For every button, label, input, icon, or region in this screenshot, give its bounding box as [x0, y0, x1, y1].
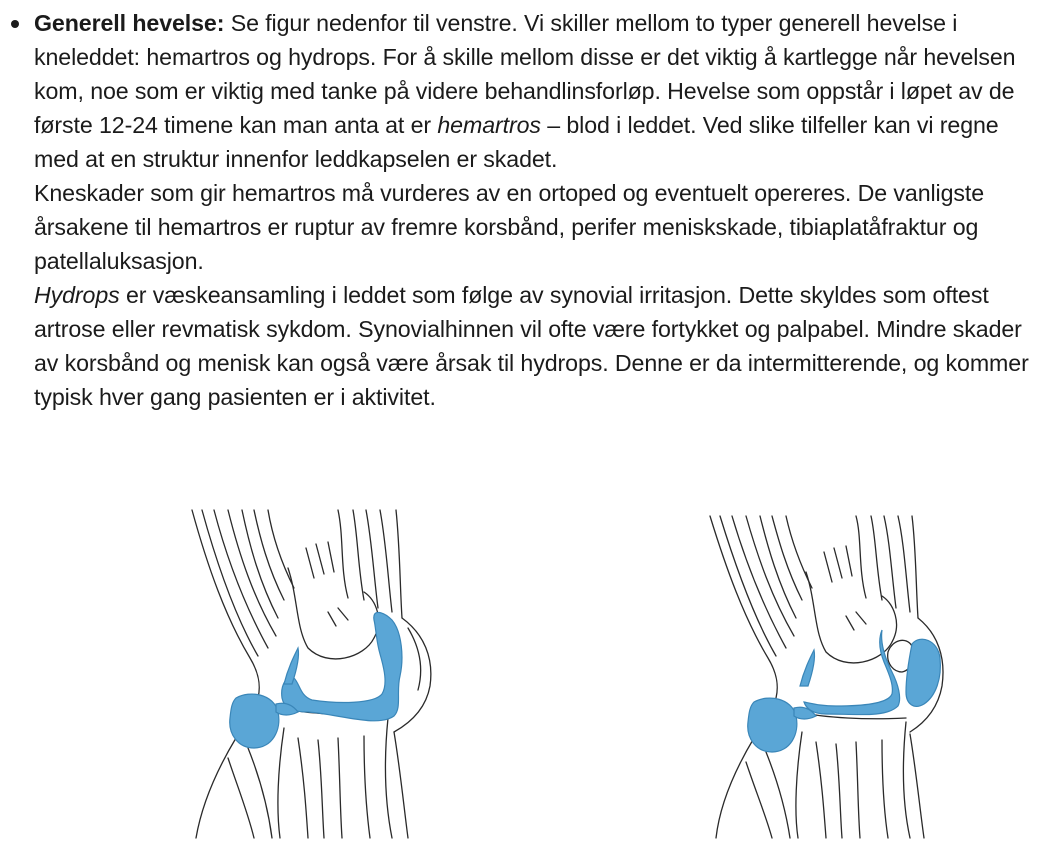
- paragraph-intro: [34, 6, 1040, 176]
- intro-text-2: – blod i leddet. Ved slike tilfeller kan vi regne med at en struktur innenfor leddkapselen er skadet.: [34, 112, 999, 172]
- bullet-dot: [11, 20, 19, 28]
- article-content: [0, 6, 1048, 414]
- hemartros-term: hemartros: [437, 112, 541, 138]
- intro-text: Se figur nedenfor til venstre. Vi skiller mellom to typer generell hevelse i kneleddet: hemartros og hydrops. For å skille mellom disse er det viktig å kartlegge når hevelsen kom, noe som er viktig med tanke på videre behandlinsforløp. Hevelse som oppstår i løpet av de første 12-24 timene kan man anta at er: [34, 10, 1016, 138]
- bullet-list: [0, 6, 1048, 414]
- knee-drawing-right: [706, 508, 956, 842]
- knee-illustration-left: [188, 508, 438, 842]
- paragraph-hydrops: [34, 278, 1040, 414]
- paragraph-hemartros: Kneskader som gir hemartros må vurderes av en ortoped og eventuelt opereres. De vanligste årsakene til hemartros er ruptur av fremre korsbånd, perifer meniskskade, tibiaplatåfraktur og patellaluksasjon.: [34, 180, 985, 274]
- hydrops-text: er væskeansamling i leddet som følge av synovial irritasjon. Dette skyldes som oftest artrose eller revmatisk sykdom. Synovialhinnen vil ofte være fortykket og palpabel. Mindre skader av korsbånd og menisk kan også være årsak til hydrops. Denne er da intermitterende, og kommer typisk hver gang pasienten er i aktivitet.: [34, 282, 1029, 410]
- effusion-left: [230, 612, 402, 748]
- figure-row: [0, 508, 1048, 842]
- knee-illustration-right: [706, 508, 956, 842]
- bullet-item-generell-hevelse: [0, 6, 1048, 414]
- knee-drawing-left: [188, 508, 438, 842]
- bullet-title: Generell hevelse:: [34, 10, 225, 36]
- hydrops-term: Hydrops: [34, 282, 120, 308]
